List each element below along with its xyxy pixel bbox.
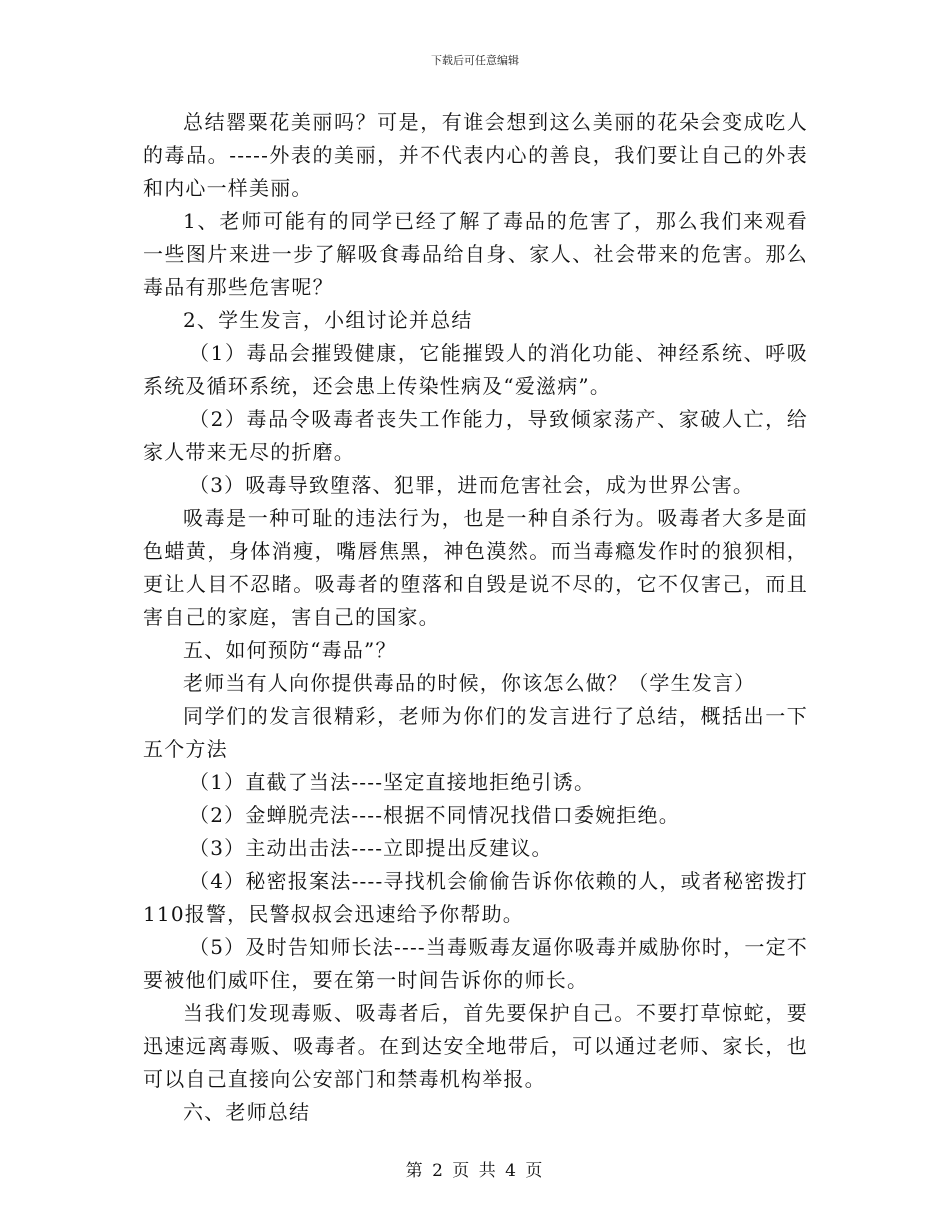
list-item-harm-1: （1）毒品会摧毁健康，它能摧毁人的消化功能、神经系统、呼吸系统及循环系统，还会患上传染性病及“爱滋病”。 [143, 341, 808, 398]
paragraph-teacher-intro: 1、老师可能有的同学已经了解了毒品的危害了，那么我们来观看一些图片来进一步了解吸食毒品给自身、家人、社会带来的危害。那么毒品有那些危害呢？ [143, 209, 808, 299]
section-heading-prevention: 五、如何预防“毒品”？ [183, 638, 397, 662]
paragraph-summary: 总结罂粟花美丽吗？可是，有谁会想到这么美丽的花朵会变成吃人的毒品。-----外表的美丽，并不代表内心的善良，我们要让自己的外表和内心一样美丽。 [143, 110, 808, 200]
list-item-method-5: （5）及时告知师长法----当毒贩毒友逼你吸毒并威胁你时，一定不要被他们威吓住，要在第一时间告诉你的师长。 [143, 935, 808, 992]
section-heading-summary: 六、老师总结 [183, 1100, 311, 1124]
document-body [143, 106, 808, 1129]
paragraph-teacher-question: 老师当有人向你提供毒品的时候，你该怎么做？（学生发言） [183, 671, 756, 695]
list-item-method-4: （4）秘密报案法----寻找机会偷偷告诉你依赖的人，或者秘密拨打110报警，民警叔叔会迅速给予你帮助。 [143, 869, 808, 926]
list-item-method-3: （3）主动出击法----立即提出反建议。 [189, 836, 553, 860]
paragraph-student-discussion: 2、学生发言，小组讨论并总结 [183, 308, 473, 332]
page-footer: 第 2 页 共 4 页 [405, 1161, 545, 1181]
list-item-method-1: （1）直截了当法----坚定直接地拒绝引诱。 [189, 770, 596, 794]
list-item-harm-3: （3）吸毒导致堕落、犯罪，进而危害社会，成为世界公害。 [189, 473, 755, 497]
paragraph-five-methods: 同学们的发言很精彩，老师为你们的发言进行了总结，概括出一下五个方法 [143, 704, 808, 761]
paragraph-report: 当我们发现毒贩、吸毒者后，首先要保护自己。不要打草惊蛇，要迅速远离毒贩、吸毒者。在到达安全地带后，可以通过老师、家长，也可以自己直接向公安部门和禁毒机构举报。 [143, 1001, 808, 1091]
paragraph-drug-shame: 吸毒是一种可耻的违法行为，也是一种自杀行为。吸毒者大多是面色蜡黄，身体消瘦，嘴唇焦黑，神色漠然。而当毒瘾发作时的狼狈相，更让人目不忍睹。吸毒者的堕落和自毁是说不尽的，它不仅害己，而且害自己的家庭，害自己的国家。 [143, 506, 808, 629]
list-item-harm-2: （2）毒品令吸毒者丧失工作能力，导致倾家荡产、家破人亡，给家人带来无尽的折磨。 [143, 407, 808, 464]
page-header: 下载后可任意编辑 [431, 54, 519, 67]
list-item-method-2: （2）金蝉脱壳法----根据不同情况找借口委婉拒绝。 [189, 803, 680, 827]
